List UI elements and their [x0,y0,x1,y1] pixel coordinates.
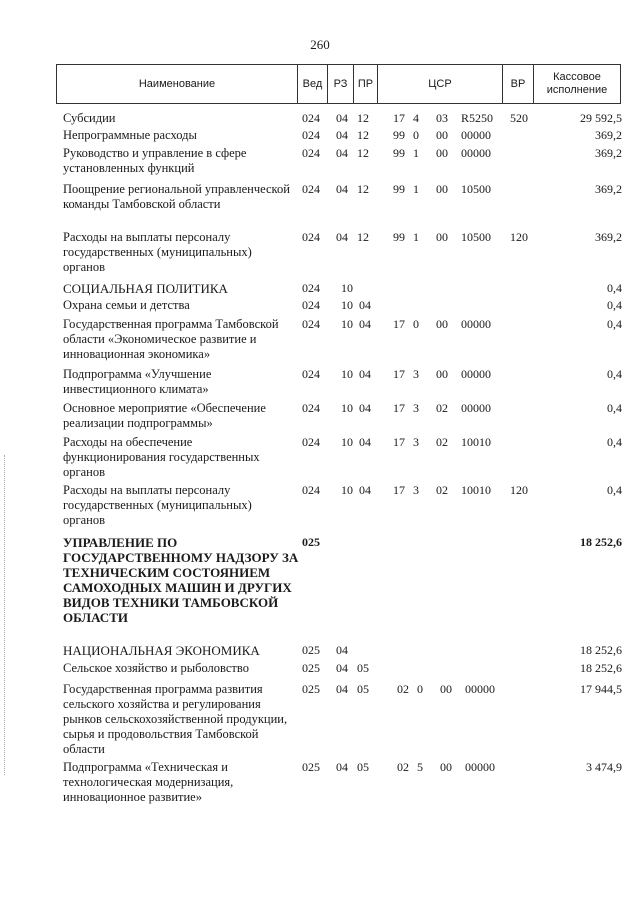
header-vr: ВР [502,64,534,104]
row-c4: 00000 [461,317,491,331]
row-ved: 024 [302,111,320,125]
row-c2: 3 [413,435,419,449]
row-name: Подпрограмма «Улучшение инвестиционного климата» [63,367,212,396]
row-pr: 05 [357,760,369,774]
row-c2: 0 [417,682,423,696]
row-rz: 04 [336,182,348,196]
row-c2: 1 [413,230,419,244]
row-c1: 02 [397,760,409,774]
row-amount: 18 252,6 [580,535,622,549]
row-amount: 369,2 [595,230,622,244]
row-pr: 12 [357,230,369,244]
row-c3: 00 [440,760,452,774]
row-c2: 3 [413,401,419,415]
row-c1: 99 [393,128,405,142]
row-c4: 00000 [465,760,495,774]
row-c3: 00 [436,146,448,160]
row-amount: 0,4 [607,367,622,381]
row-rz: 04 [336,682,348,696]
row-pr: 04 [359,317,371,331]
row-c4: R5250 [461,111,494,125]
row-pr: 12 [357,111,369,125]
row-c2: 1 [413,182,419,196]
row-ved: 025 [302,643,320,657]
row-name: Подпрограмма «Техническая и технологическая модернизация, инновационное развитие» [63,760,234,804]
row-pr: 04 [359,367,371,381]
row-amount: 3 474,9 [586,760,622,774]
row-pr: 04 [359,483,371,497]
row-pr: 12 [357,146,369,160]
row-c3: 02 [436,483,448,497]
row-c3: 00 [436,317,448,331]
row-ved: 025 [302,682,320,696]
row-name: СОЦИАЛЬНАЯ ПОЛИТИКА [63,281,228,296]
row-c1: 17 [393,317,405,331]
row-name: Непрограммные расходы [63,128,197,142]
row-c1: 99 [393,182,405,196]
row-ved: 024 [302,128,320,142]
row-c2: 3 [413,483,419,497]
row-c2: 5 [417,760,423,774]
row-rz: 10 [341,317,353,331]
row-ved: 024 [302,435,320,449]
row-amount: 0,4 [607,435,622,449]
row-rz: 04 [336,760,348,774]
row-c4: 00000 [465,682,495,696]
row-c1: 02 [397,682,409,696]
row-amount: 369,2 [595,182,622,196]
header-kassa: Кассовое исполнение [533,64,621,104]
row-c1: 17 [393,483,405,497]
row-rz: 04 [336,643,348,657]
row-ved: 024 [302,298,320,312]
row-amount: 0,4 [607,317,622,331]
row-rz: 10 [341,367,353,381]
row-c4: 00000 [461,146,491,160]
row-c3: 00 [436,182,448,196]
row-rz: 10 [341,483,353,497]
row-ved: 024 [302,146,320,160]
row-ved: 024 [302,367,320,381]
header-pr: ПР [353,64,378,104]
row-amount: 18 252,6 [580,661,622,675]
row-amount: 29 592,5 [580,111,622,125]
row-name: Субсидии [63,111,116,125]
row-name: Основное мероприятие «Обеспечение реализации подпрограммы» [63,401,266,430]
row-amount: 0,4 [607,298,622,312]
row-c3: 03 [436,111,448,125]
row-ved: 024 [302,317,320,331]
row-c3: 02 [436,435,448,449]
row-c4: 00000 [461,128,491,142]
row-c1: 99 [393,230,405,244]
page-number: 260 [310,37,330,52]
margin-scan-marks [4,455,7,775]
row-c4: 00000 [461,367,491,381]
row-rz: 04 [336,111,348,125]
row-vr: 120 [510,483,528,497]
header-name: Наименование [56,64,298,104]
row-c3: 02 [436,401,448,415]
row-name: Государственная программа развития сельского хозяйства и регулирования рынков сельскохозяйственной продукции, сырья и продовольствия Тамбовской области [63,682,288,756]
row-name: Сельское хозяйство и рыболовство [63,661,249,675]
row-vr: 520 [510,111,528,125]
row-c4: 10500 [461,230,491,244]
row-c3: 00 [436,128,448,142]
row-c1: 99 [393,146,405,160]
row-name: Охрана семьи и детства [63,298,190,312]
row-c4: 00000 [461,401,491,415]
row-ved: 024 [302,230,320,244]
row-c4: 10500 [461,182,491,196]
row-amount: 17 944,5 [580,682,622,696]
row-pr: 05 [357,682,369,696]
header-ved: Вед [297,64,328,104]
row-amount: 0,4 [607,401,622,415]
row-pr: 04 [359,298,371,312]
row-c1: 17 [393,435,405,449]
row-ved: 025 [302,535,320,549]
row-pr: 05 [357,661,369,675]
row-rz: 04 [336,128,348,142]
header-csr: ЦСР [377,64,503,104]
row-rz: 04 [336,230,348,244]
row-amount: 0,4 [607,483,622,497]
row-c3: 00 [436,367,448,381]
row-pr: 04 [359,435,371,449]
row-rz: 04 [336,661,348,675]
row-c2: 1 [413,146,419,160]
row-ved: 024 [302,401,320,415]
row-name: Государственная программа Тамбовской области «Экономическое развитие и инновационная экономика» [63,317,279,361]
row-c1: 17 [393,401,405,415]
row-name: Расходы на выплаты персоналу государственных (муниципальных) органов [63,230,252,274]
row-rz: 10 [341,435,353,449]
row-pr: 12 [357,182,369,196]
row-pr: 12 [357,128,369,142]
row-name: Расходы на обеспечение функционирования государственных органов [63,435,260,479]
header-rz: РЗ [327,64,354,104]
row-ved: 025 [302,661,320,675]
row-pr: 04 [359,401,371,415]
row-c3: 00 [440,682,452,696]
row-name: Руководство и управление в сфере установленных функций [63,146,247,175]
row-ved: 024 [302,483,320,497]
row-name: НАЦИОНАЛЬНАЯ ЭКОНОМИКА [63,643,260,658]
row-amount: 369,2 [595,146,622,160]
row-c2: 3 [413,367,419,381]
row-rz: 10 [341,281,353,295]
row-c4: 10010 [461,483,491,497]
row-name: УПРАВЛЕНИЕ ПО ГОСУДАРСТВЕННОМУ НАДЗОРУ ЗА ТЕХНИЧЕСКИМ СОСТОЯНИЕМ САМОХОДНЫХ МАШИН И ДРУГИХ ВИДОВ ТЕХНИКИ ТАМБОВСКОЙ ОБЛАСТИ [63,535,299,625]
row-name: Расходы на выплаты персоналу государственных (муниципальных) органов [63,483,252,527]
row-c1: 17 [393,111,405,125]
row-amount: 18 252,6 [580,643,622,657]
row-c3: 00 [436,230,448,244]
row-ved: 024 [302,281,320,295]
row-name: Поощрение региональной управленческой команды Тамбовской области [63,182,290,211]
row-vr: 120 [510,230,528,244]
row-c2: 0 [413,128,419,142]
row-c2: 0 [413,317,419,331]
row-ved: 024 [302,182,320,196]
row-c4: 10010 [461,435,491,449]
row-amount: 0,4 [607,281,622,295]
row-ved: 025 [302,760,320,774]
row-c2: 4 [413,111,419,125]
row-amount: 369,2 [595,128,622,142]
row-rz: 10 [341,298,353,312]
row-rz: 10 [341,401,353,415]
row-c1: 17 [393,367,405,381]
row-rz: 04 [336,146,348,160]
